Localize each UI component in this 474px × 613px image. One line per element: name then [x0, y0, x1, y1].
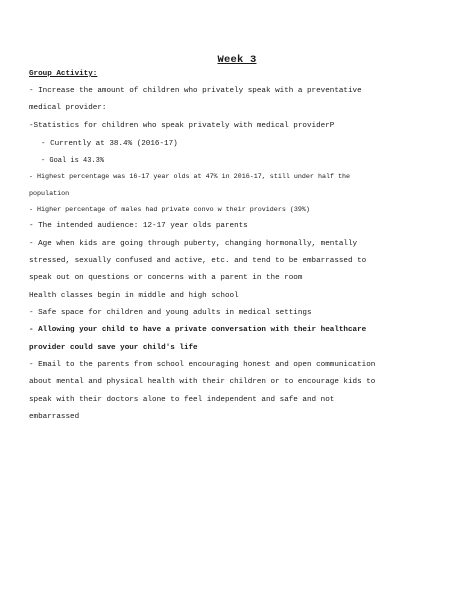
text-line: -Statistics for children who speak privately with medical providerP — [29, 122, 335, 130]
text-line: Health classes begin in middle and high school — [29, 292, 239, 300]
text-line: embarrassed — [29, 413, 80, 421]
text-line: - Highest percentage was 16-17 year olds at 47% in 2016-17, still under half the — [29, 173, 351, 181]
text-line: - Email to the parents from school encouraging honest and open communication — [29, 361, 376, 369]
text-line-bold: provider could save your child's life — [29, 344, 198, 352]
text-line-indented: - Goal is 43.3% — [41, 157, 105, 165]
text-line: - Higher percentage of males had private convo w their providers (39%) — [29, 206, 310, 214]
text-line: - The intended audience: 12-17 year olds parents — [29, 222, 248, 230]
text-line: - Age when kids are going through puberty, changing hormonally, mentally — [29, 240, 358, 248]
text-line: medical provider: — [29, 104, 107, 112]
text-line: - Safe space for children and young adults in medical settings — [29, 309, 312, 317]
text-line: speak out on questions or concerns with a parent in the room — [29, 274, 303, 282]
text-line: - Increase the amount of children who privately speak with a preventative — [29, 87, 362, 95]
text-line: stressed, sexually confused and active, etc. and tend to be embarrassed to — [29, 257, 367, 265]
text-line: population — [29, 190, 70, 198]
page-title: Week 3 — [217, 54, 257, 66]
text-line: speak with their doctors alone to feel independent and safe and not — [29, 396, 335, 404]
text-line-indented: - Currently at 38.4% (2016-17) — [41, 140, 178, 148]
section-heading-group-activity: Group Activity: — [29, 70, 98, 78]
text-line: about mental and physical health with their children or to encourage kids to — [29, 378, 376, 386]
text-line-bold: - Allowing your child to have a private conversation with their healthcare — [29, 326, 367, 334]
